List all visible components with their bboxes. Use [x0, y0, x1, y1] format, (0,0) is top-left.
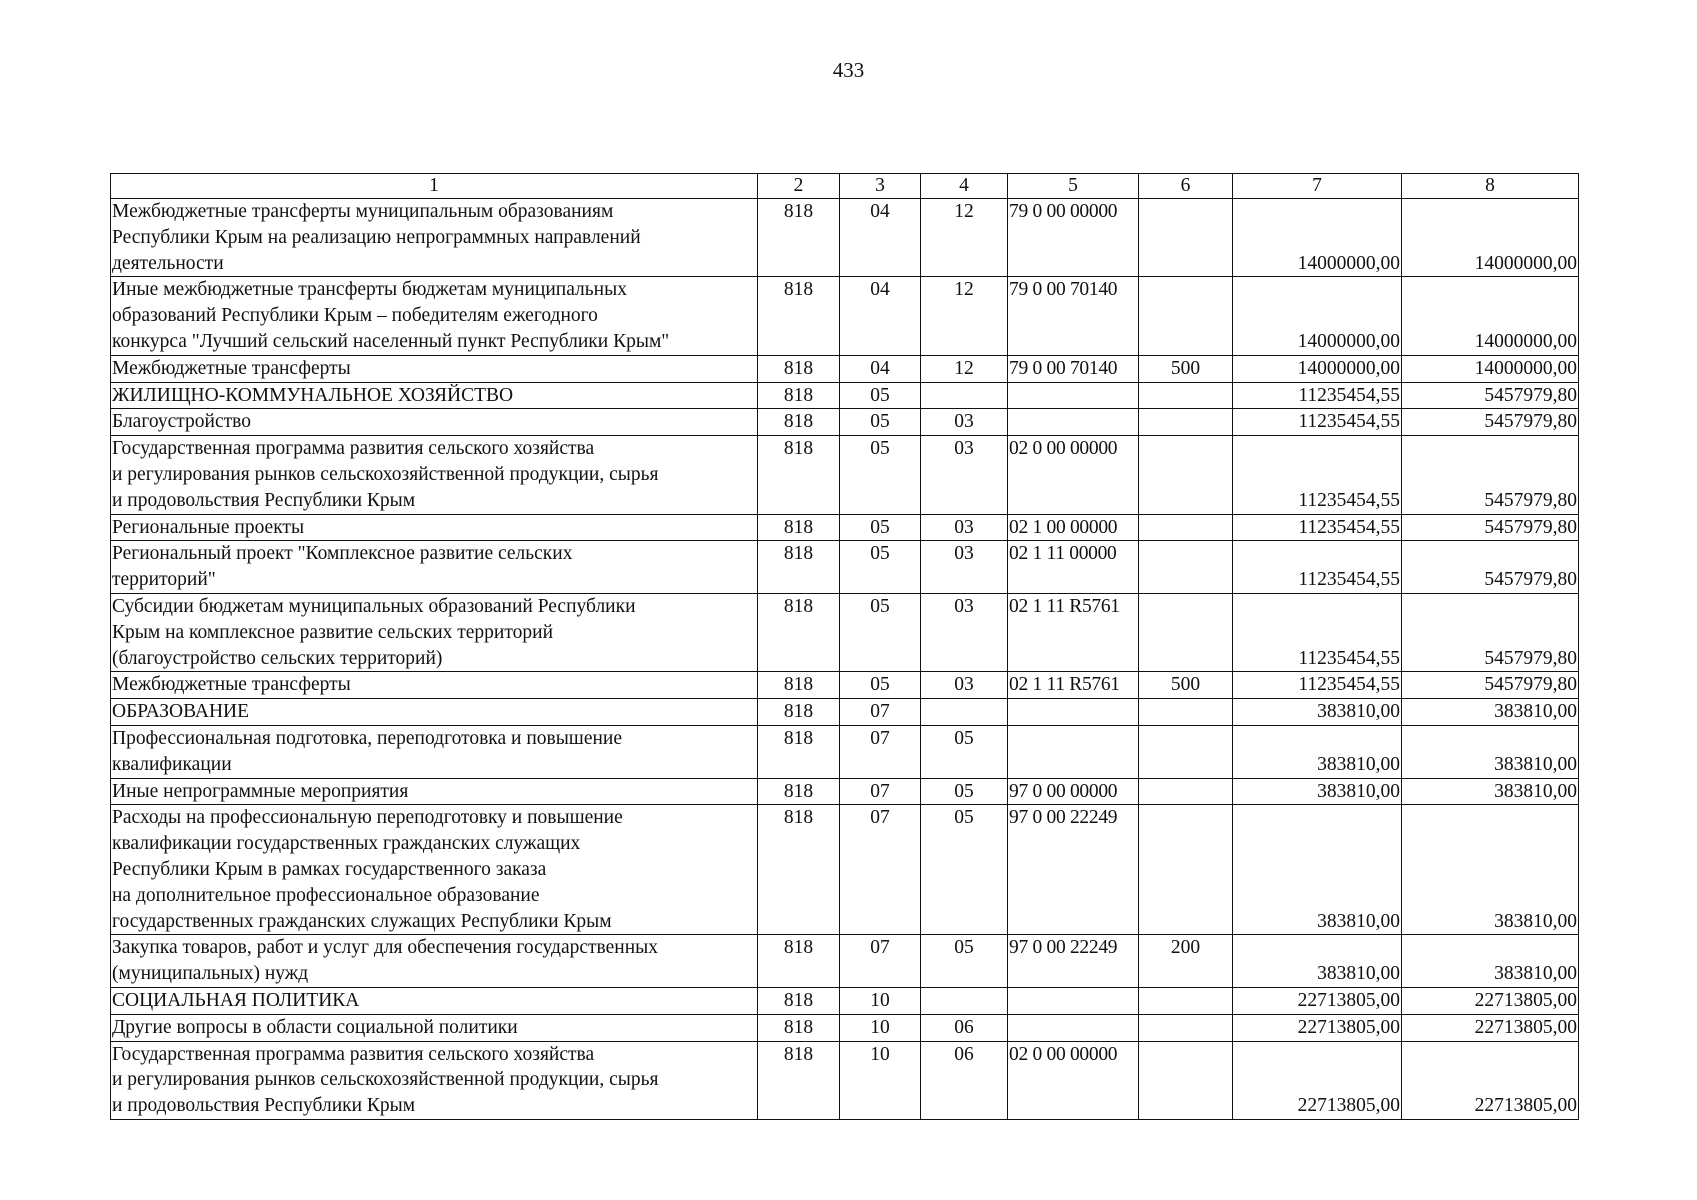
section-code-cell: 07 — [840, 935, 921, 988]
expense-type-cell — [1139, 1014, 1233, 1041]
amount-col8-cell: 5457979,80 — [1402, 436, 1579, 514]
target-article-cell — [1008, 725, 1139, 778]
section-code-cell: 10 — [840, 987, 921, 1014]
amount-col7-cell: 11235454,55 — [1233, 382, 1402, 409]
expense-name-cell: Межбюджетные трансферты муниципальным образованиям Республики Крым на реализацию непрограммных направлений деятельности — [111, 199, 758, 277]
section-code-cell: 05 — [840, 541, 921, 594]
expense-name-cell: СОЦИАЛЬНАЯ ПОЛИТИКА — [111, 987, 758, 1014]
subsection-code-cell: 03 — [921, 593, 1008, 671]
department-code-cell: 818 — [758, 1041, 840, 1119]
expense-type-cell — [1139, 699, 1233, 726]
target-article-cell: 02 1 11 R5761 — [1008, 672, 1139, 699]
department-code-cell: 818 — [758, 593, 840, 671]
target-article-cell — [1008, 987, 1139, 1014]
expense-type-cell — [1139, 725, 1233, 778]
table-row — [111, 382, 1579, 409]
target-article-cell: 02 1 00 00000 — [1008, 514, 1139, 541]
subsection-code-cell: 05 — [921, 805, 1008, 935]
subsection-code-cell: 03 — [921, 409, 1008, 436]
department-code-cell: 818 — [758, 436, 840, 514]
table-row — [111, 593, 1579, 671]
expense-type-cell — [1139, 778, 1233, 805]
expense-type-cell: 200 — [1139, 935, 1233, 988]
header-cell: 8 — [1402, 174, 1579, 199]
subsection-code-cell — [921, 382, 1008, 409]
expense-type-cell: 500 — [1139, 672, 1233, 699]
table-body — [111, 174, 1579, 1120]
amount-col7-cell: 11235454,55 — [1233, 409, 1402, 436]
subsection-code-cell: 12 — [921, 355, 1008, 382]
section-code-cell: 10 — [840, 1014, 921, 1041]
table-row — [111, 672, 1579, 699]
expense-type-cell — [1139, 805, 1233, 935]
expense-type-cell — [1139, 1041, 1233, 1119]
amount-col8-cell: 14000000,00 — [1402, 199, 1579, 277]
subsection-code-cell: 03 — [921, 436, 1008, 514]
expense-name-cell: Профессиональная подготовка, переподготовка и повышение квалификации — [111, 725, 758, 778]
table-row — [111, 199, 1579, 277]
target-article-cell: 79 0 00 70140 — [1008, 277, 1139, 355]
expense-name-cell: ЖИЛИЩНО-КОММУНАЛЬНОЕ ХОЗЯЙСТВО — [111, 382, 758, 409]
amount-col8-cell: 22713805,00 — [1402, 1041, 1579, 1119]
expense-name-cell: Расходы на профессиональную переподготовку и повышение квалификации государственных гражданских служащих Республики Крым в рамках государственного заказа на дополнительное профессиональное образование государственных гражданских служащих Республики Крым — [111, 805, 758, 935]
subsection-code-cell: 03 — [921, 514, 1008, 541]
expense-type-cell — [1139, 514, 1233, 541]
amount-col7-cell: 22713805,00 — [1233, 987, 1402, 1014]
table-row — [111, 805, 1579, 935]
amount-col7-cell: 11235454,55 — [1233, 672, 1402, 699]
amount-col8-cell: 383810,00 — [1402, 725, 1579, 778]
department-code-cell: 818 — [758, 778, 840, 805]
expense-type-cell — [1139, 199, 1233, 277]
amount-col8-cell: 383810,00 — [1402, 778, 1579, 805]
target-article-cell: 02 0 00 00000 — [1008, 1041, 1139, 1119]
department-code-cell: 818 — [758, 987, 840, 1014]
department-code-cell: 818 — [758, 277, 840, 355]
header-cell: 3 — [840, 174, 921, 199]
section-code-cell: 05 — [840, 382, 921, 409]
table-row — [111, 778, 1579, 805]
section-code-cell: 07 — [840, 805, 921, 935]
amount-col8-cell: 5457979,80 — [1402, 514, 1579, 541]
amount-col8-cell: 22713805,00 — [1402, 987, 1579, 1014]
table-row — [111, 1014, 1579, 1041]
table-row — [111, 436, 1579, 514]
department-code-cell: 818 — [758, 199, 840, 277]
amount-col8-cell: 5457979,80 — [1402, 672, 1579, 699]
subsection-code-cell — [921, 987, 1008, 1014]
amount-col7-cell: 14000000,00 — [1233, 355, 1402, 382]
header-cell: 2 — [758, 174, 840, 199]
amount-col8-cell: 383810,00 — [1402, 805, 1579, 935]
target-article-cell: 02 0 00 00000 — [1008, 436, 1139, 514]
expense-name-cell: Иные непрограммные мероприятия — [111, 778, 758, 805]
target-article-cell: 02 1 11 R5761 — [1008, 593, 1139, 671]
department-code-cell: 818 — [758, 514, 840, 541]
department-code-cell: 818 — [758, 725, 840, 778]
expense-name-cell: Межбюджетные трансферты — [111, 672, 758, 699]
amount-col8-cell: 383810,00 — [1402, 935, 1579, 988]
expense-type-cell — [1139, 541, 1233, 594]
section-code-cell: 05 — [840, 409, 921, 436]
subsection-code-cell: 03 — [921, 541, 1008, 594]
section-code-cell: 05 — [840, 672, 921, 699]
table-row — [111, 541, 1579, 594]
amount-col8-cell: 22713805,00 — [1402, 1014, 1579, 1041]
table-row — [111, 699, 1579, 726]
subsection-code-cell — [921, 699, 1008, 726]
department-code-cell: 818 — [758, 409, 840, 436]
amount-col8-cell: 5457979,80 — [1402, 541, 1579, 594]
amount-col8-cell: 14000000,00 — [1402, 355, 1579, 382]
amount-col7-cell: 383810,00 — [1233, 805, 1402, 935]
section-code-cell: 07 — [840, 725, 921, 778]
target-article-cell: 79 0 00 00000 — [1008, 199, 1139, 277]
table-row — [111, 277, 1579, 355]
header-cell: 1 — [111, 174, 758, 199]
expense-name-cell: Государственная программа развития сельского хозяйства и регулирования рынков сельскохозяйственной продукции, сырья и продовольствия Республики Крым — [111, 436, 758, 514]
amount-col7-cell: 383810,00 — [1233, 699, 1402, 726]
expense-type-cell — [1139, 987, 1233, 1014]
target-article-cell — [1008, 699, 1139, 726]
expense-type-cell — [1139, 593, 1233, 671]
department-code-cell: 818 — [758, 382, 840, 409]
header-cell: 6 — [1139, 174, 1233, 199]
expense-name-cell: Иные межбюджетные трансферты бюджетам муниципальных образований Республики Крым – победителям ежегодного конкурса "Лучший сельский населенный пункт Республики Крым" — [111, 277, 758, 355]
expense-name-cell: Региональные проекты — [111, 514, 758, 541]
expense-name-cell: Государственная программа развития сельского хозяйства и регулирования рынков сельскохозяйственной продукции, сырья и продовольствия Республики Крым — [111, 1041, 758, 1119]
target-article-cell — [1008, 1014, 1139, 1041]
section-code-cell: 05 — [840, 436, 921, 514]
amount-col8-cell: 14000000,00 — [1402, 277, 1579, 355]
target-article-cell — [1008, 409, 1139, 436]
section-code-cell: 05 — [840, 593, 921, 671]
table-row — [111, 514, 1579, 541]
subsection-code-cell: 12 — [921, 277, 1008, 355]
section-code-cell: 10 — [840, 1041, 921, 1119]
amount-col7-cell: 14000000,00 — [1233, 277, 1402, 355]
amount-col7-cell: 11235454,55 — [1233, 514, 1402, 541]
section-code-cell: 04 — [840, 199, 921, 277]
expense-name-cell: ОБРАЗОВАНИЕ — [111, 699, 758, 726]
department-code-cell: 818 — [758, 805, 840, 935]
section-code-cell: 05 — [840, 514, 921, 541]
expense-type-cell — [1139, 409, 1233, 436]
expense-name-cell: Благоустройство — [111, 409, 758, 436]
amount-col8-cell: 383810,00 — [1402, 699, 1579, 726]
table-row — [111, 935, 1579, 988]
expense-type-cell — [1139, 382, 1233, 409]
expense-name-cell: Закупка товаров, работ и услуг для обеспечения государственных (муниципальных) нужд — [111, 935, 758, 988]
target-article-cell: 79 0 00 70140 — [1008, 355, 1139, 382]
header-cell: 4 — [921, 174, 1008, 199]
amount-col8-cell: 5457979,80 — [1402, 409, 1579, 436]
table-row — [111, 355, 1579, 382]
target-article-cell: 97 0 00 22249 — [1008, 805, 1139, 935]
target-article-cell — [1008, 382, 1139, 409]
expense-type-cell — [1139, 436, 1233, 514]
table-row — [111, 1041, 1579, 1119]
section-code-cell: 07 — [840, 778, 921, 805]
department-code-cell: 818 — [758, 355, 840, 382]
amount-col7-cell: 14000000,00 — [1233, 199, 1402, 277]
target-article-cell: 97 0 00 22249 — [1008, 935, 1139, 988]
department-code-cell: 818 — [758, 935, 840, 988]
table-header-row — [111, 174, 1579, 199]
section-code-cell: 07 — [840, 699, 921, 726]
department-code-cell: 818 — [758, 1014, 840, 1041]
budget-table — [110, 173, 1579, 1120]
amount-col7-cell: 11235454,55 — [1233, 436, 1402, 514]
target-article-cell: 02 1 11 00000 — [1008, 541, 1139, 594]
expense-type-cell: 500 — [1139, 355, 1233, 382]
expense-name-cell: Субсидии бюджетам муниципальных образований Республики Крым на комплексное развитие сельских территорий (благоустройство сельских территорий) — [111, 593, 758, 671]
department-code-cell: 818 — [758, 672, 840, 699]
header-cell: 7 — [1233, 174, 1402, 199]
header-cell: 5 — [1008, 174, 1139, 199]
amount-col7-cell: 22713805,00 — [1233, 1041, 1402, 1119]
subsection-code-cell: 03 — [921, 672, 1008, 699]
section-code-cell: 04 — [840, 355, 921, 382]
amount-col8-cell: 5457979,80 — [1402, 593, 1579, 671]
table-row — [111, 409, 1579, 436]
expense-name-cell: Межбюджетные трансферты — [111, 355, 758, 382]
amount-col7-cell: 22713805,00 — [1233, 1014, 1402, 1041]
expense-name-cell: Региональный проект "Комплексное развитие сельских территорий" — [111, 541, 758, 594]
department-code-cell: 818 — [758, 541, 840, 594]
target-article-cell: 97 0 00 00000 — [1008, 778, 1139, 805]
subsection-code-cell: 05 — [921, 935, 1008, 988]
table-row — [111, 987, 1579, 1014]
expense-name-cell: Другие вопросы в области социальной политики — [111, 1014, 758, 1041]
amount-col8-cell: 5457979,80 — [1402, 382, 1579, 409]
subsection-code-cell: 05 — [921, 778, 1008, 805]
subsection-code-cell: 12 — [921, 199, 1008, 277]
amount-col7-cell: 11235454,55 — [1233, 541, 1402, 594]
department-code-cell: 818 — [758, 699, 840, 726]
amount-col7-cell: 383810,00 — [1233, 935, 1402, 988]
subsection-code-cell: 05 — [921, 725, 1008, 778]
amount-col7-cell: 383810,00 — [1233, 725, 1402, 778]
amount-col7-cell: 11235454,55 — [1233, 593, 1402, 671]
subsection-code-cell: 06 — [921, 1041, 1008, 1119]
section-code-cell: 04 — [840, 277, 921, 355]
expense-type-cell — [1139, 277, 1233, 355]
subsection-code-cell: 06 — [921, 1014, 1008, 1041]
amount-col7-cell: 383810,00 — [1233, 778, 1402, 805]
table-row — [111, 725, 1579, 778]
page-number: 433 — [832, 58, 865, 82]
